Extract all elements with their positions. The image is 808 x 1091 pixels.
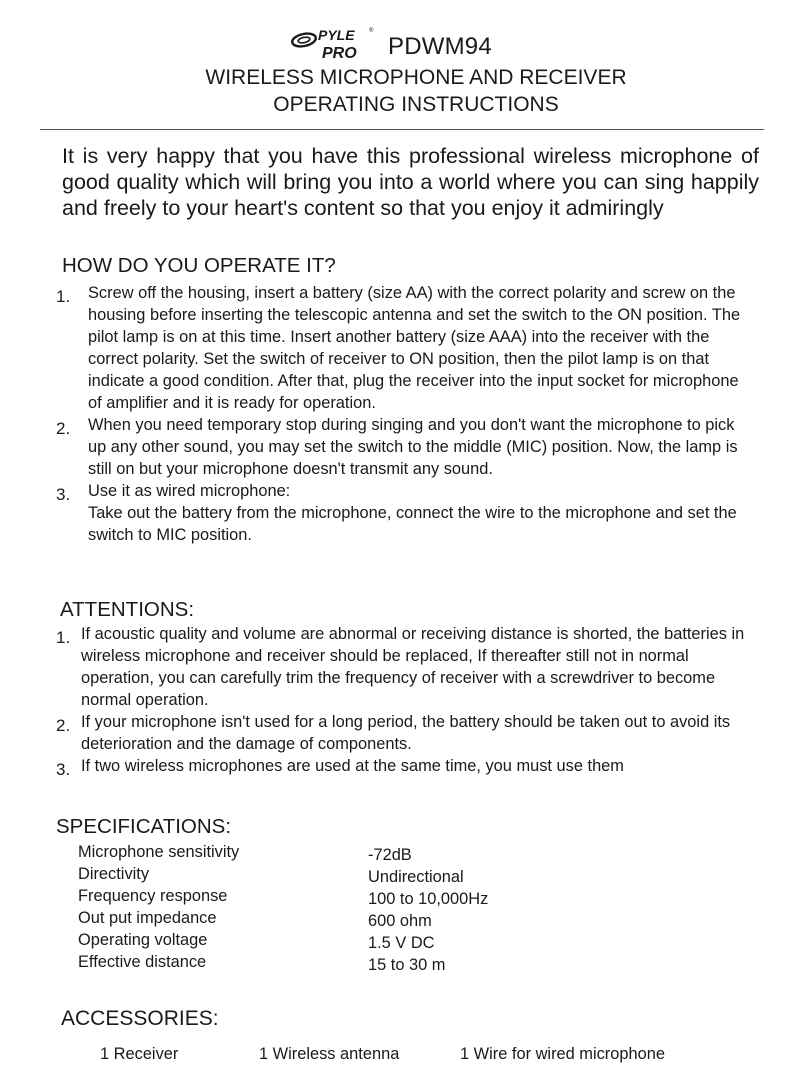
doc-title-line2: OPERATING INSTRUCTIONS [273, 93, 559, 116]
model-number: PDWM94 [388, 33, 492, 60]
operate-item-1 [54, 282, 754, 414]
pyle-pro-logo [290, 24, 376, 66]
doc-title-line1: WIRELESS MICROPHONE AND RECEIVER [205, 66, 627, 89]
attentions-list [54, 623, 754, 777]
attention-item-text: If acoustic quality and volume are abnormal or receiving distance is shorted, the batteries in wireless microphone and receiver should be replaced, If thereafter still not in normal operation, you can carefully trim the frequency of receiver with a screwdriver to become normal operation. [81, 625, 745, 709]
brand-line1: PYLE [318, 27, 355, 43]
brand-line2: PRO [322, 45, 357, 62]
operate-item-text: When you need temporary stop during singing and you don't want the microphone to pick up any other sound, you may set the switch to the middle (MIC) position. Now, the lamp is still on but your microphone doesn't transmit any sound. [88, 416, 738, 478]
spec-label: Directivity [78, 865, 150, 883]
attention-item-3 [54, 755, 754, 777]
attention-item-number: 2. [56, 716, 71, 735]
operate-heading: HOW DO YOU OPERATE IT? [62, 254, 336, 277]
spec-label: Operating voltage [78, 931, 208, 949]
svg-text:®: ® [369, 28, 374, 34]
operate-list [54, 282, 754, 546]
operate-item-text-continued: Take out the battery from the microphone, connect the wire to the microphone and set the switch to MIC position. [88, 504, 737, 544]
attentions-heading: ATTENTIONS: [60, 598, 195, 621]
spec-value: 100 to 10,000Hz [368, 890, 489, 908]
accessory-item: 1 Wireless antenna [259, 1045, 400, 1063]
operate-item-text: Screw off the housing, insert a battery (size AA) with the correct polarity and screw on the housing before inserting the telescopic antenna and set the switch to the ON position. The pilot lamp is on at this time. Insert another battery (size AAA) into the receiver with the correct polarity. Set the switch of receiver to ON position, then the pilot lamp is on that indicate a good condition. After that, plug the receiver into the input socket for microphone of amplifier and it is ready for operation. [88, 284, 741, 412]
specifications-heading: SPECIFICATIONS: [56, 815, 232, 838]
spec-label: Effective distance [78, 953, 207, 971]
spec-label: Microphone sensitivity [78, 843, 240, 861]
operate-item-3 [54, 480, 754, 546]
attention-item-number: 1. [56, 628, 71, 647]
accessory-item: 1 Receiver [100, 1045, 179, 1063]
microphone-logo-icon [290, 24, 376, 66]
spec-label: Frequency response [78, 887, 228, 905]
spec-value: Undirectional [368, 868, 464, 886]
operate-item-2 [54, 414, 754, 480]
accessories-heading: ACCESSORIES: [61, 1007, 219, 1030]
operate-item-number: 3. [56, 485, 71, 504]
header-divider [40, 129, 764, 130]
operate-item-number: 2. [56, 419, 71, 438]
attention-item-2 [54, 711, 754, 755]
intro-paragraph: It is very happy that you have this professional wireless microphone of good quality which will bring you into a world where you can sing happily and freely to your heart's content so that you enjoy it admiringly [62, 144, 759, 220]
attention-item-text: If two wireless microphones are used at the same time, you must use them [81, 757, 624, 775]
spec-value: -72dB [368, 846, 412, 864]
attention-item-1 [54, 623, 754, 711]
attention-item-text: If your microphone isn't used for a long period, the battery should be taken out to avoid its deterioration and the damage of components. [81, 713, 731, 753]
accessory-item: 1 Wire for wired microphone [460, 1045, 665, 1063]
spec-value: 600 ohm [368, 912, 432, 930]
spec-value: 15 to 30 m [368, 956, 446, 974]
operate-item-text: Use it as wired microphone: [88, 482, 291, 500]
spec-label: Out put impedance [78, 909, 217, 927]
spec-value: 1.5 V DC [368, 934, 435, 952]
operate-item-number: 1. [56, 287, 71, 306]
attention-item-number: 3. [56, 760, 71, 779]
